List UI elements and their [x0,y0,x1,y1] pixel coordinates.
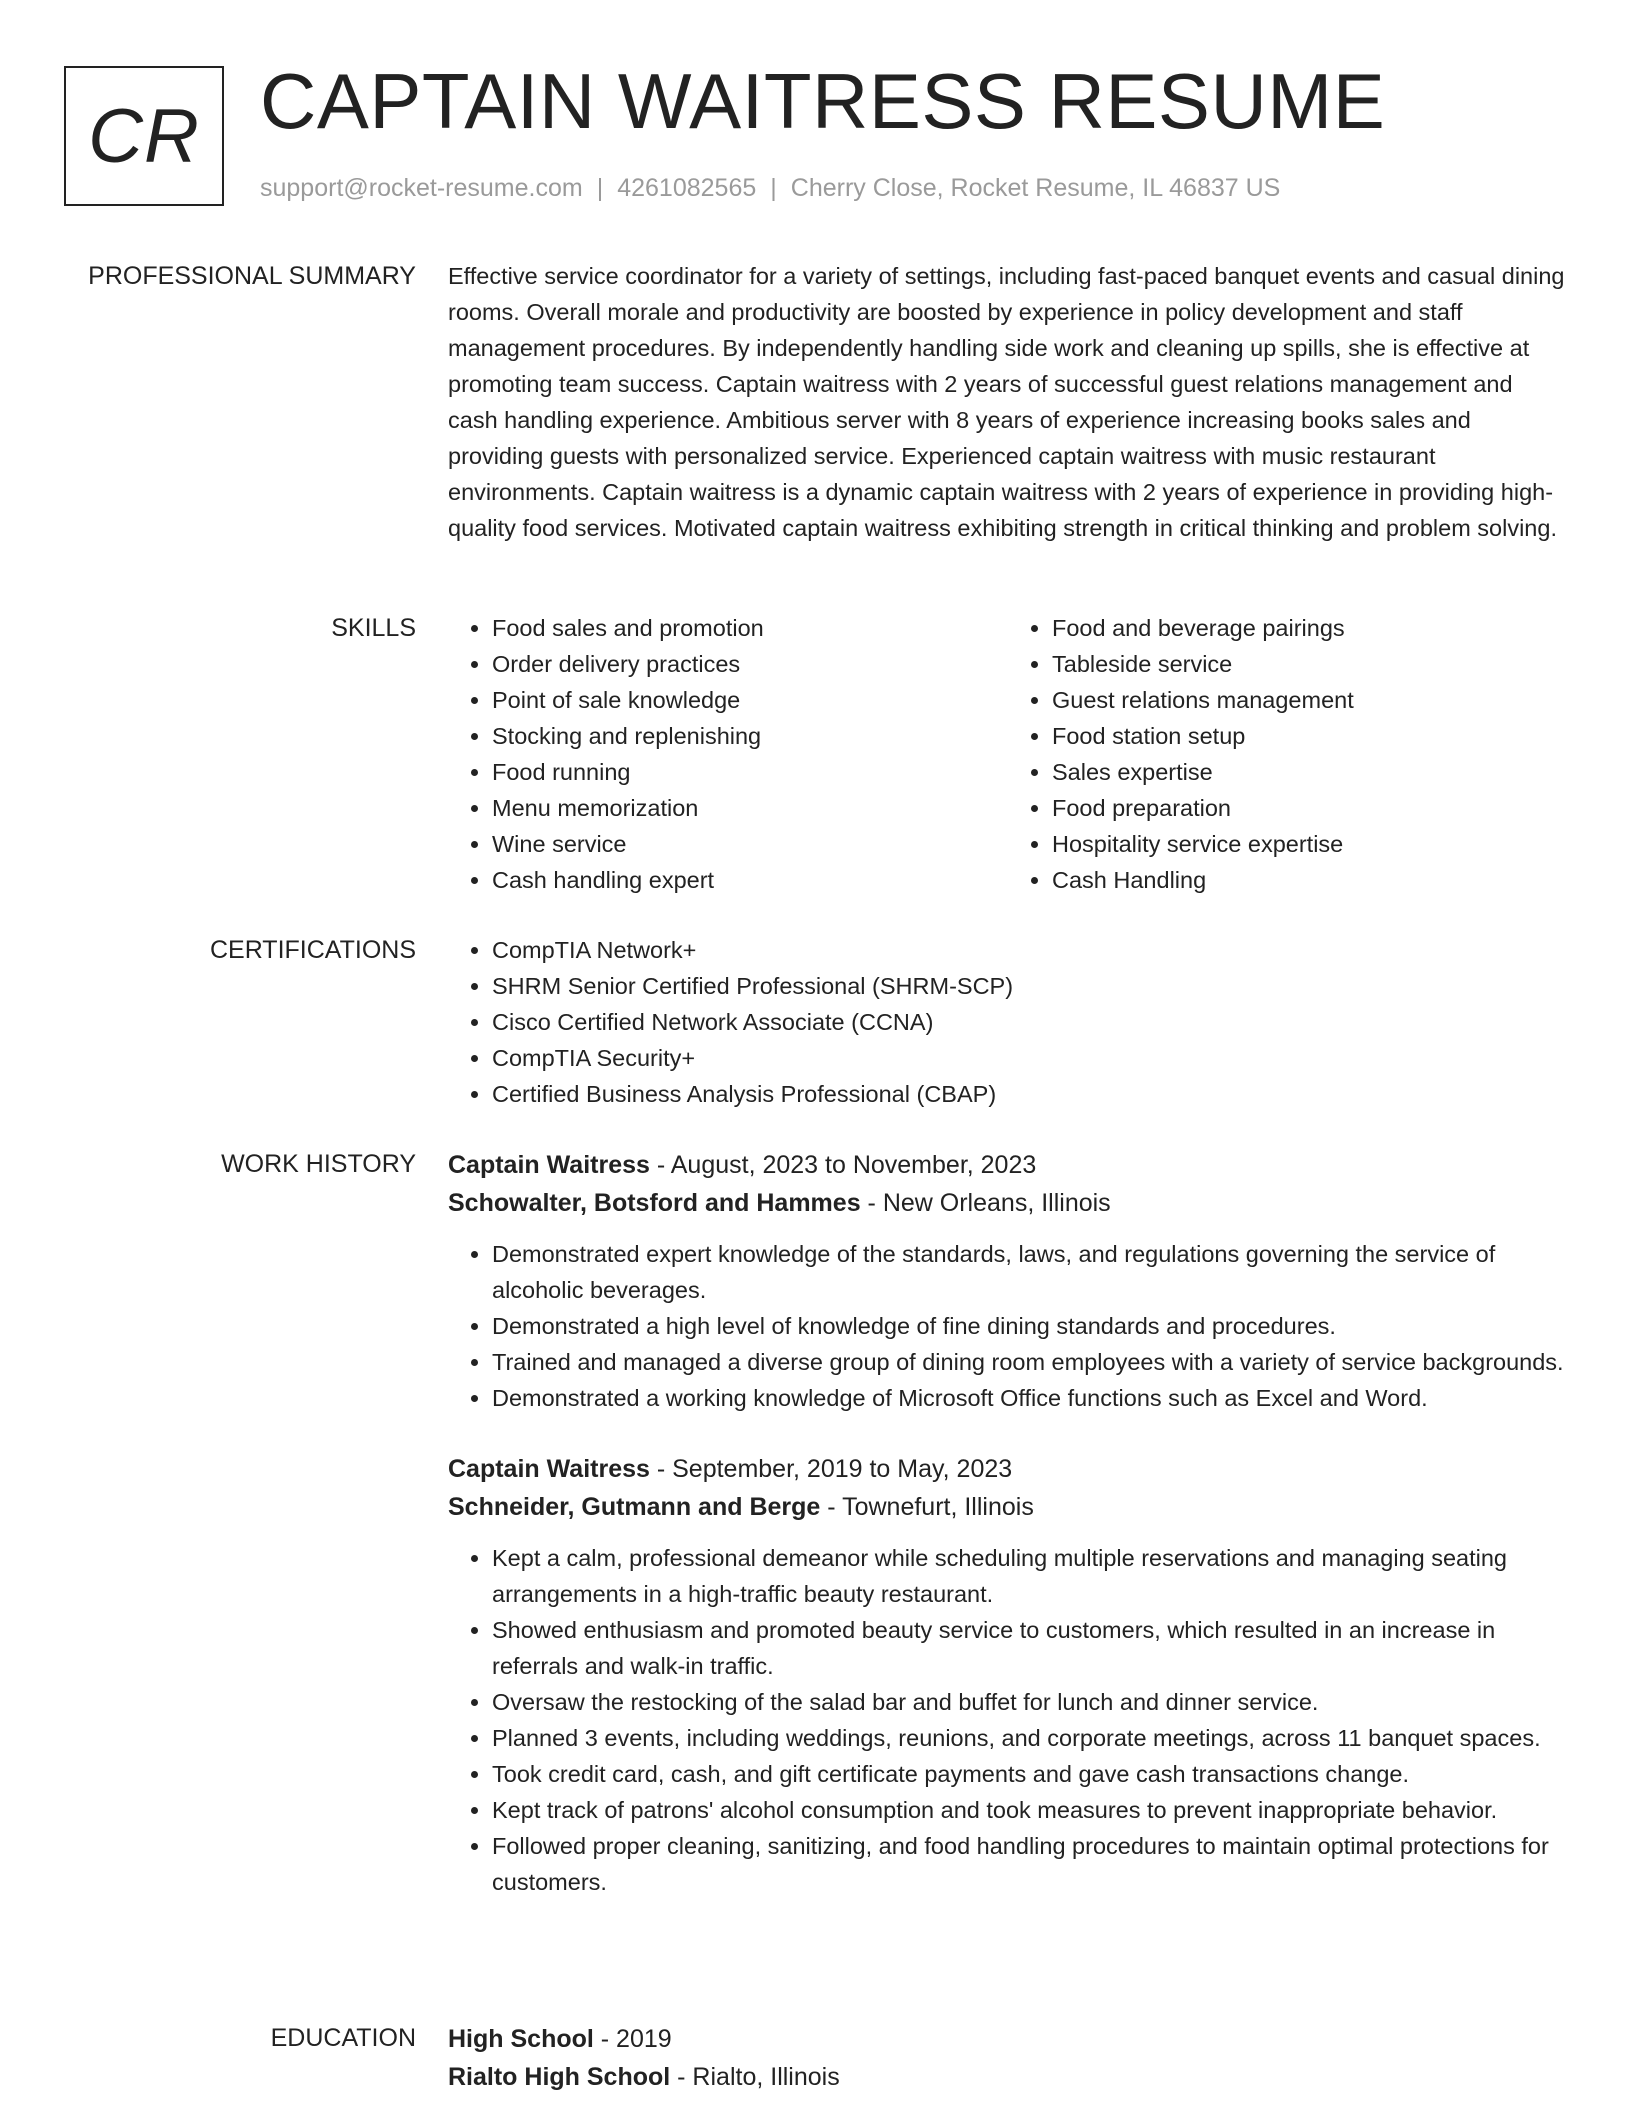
skills-label: SKILLS [331,614,416,642]
contact-address: Cherry Close, Rocket Resume, IL 46837 US [790,174,1281,202]
list-item: • Cash handling expert [492,862,1008,898]
education-location: - Rialto, Illinois [670,2063,840,2091]
monogram-box: CR [64,66,224,206]
list-item: • Cisco Certified Network Associate (CCNA) [492,1004,1568,1040]
work-history-label: WORK HISTORY [221,1150,416,1178]
job-bullet: • Showed enthusiasm and promoted beauty service to customers, which resulted in an increase in referrals and walk-in traffic. [492,1612,1568,1684]
certifications-label: CERTIFICATIONS [209,936,416,964]
contact-separator: | [770,174,777,202]
job-bullets [448,1236,1568,1416]
list-item: • Wine service [492,826,1008,862]
certifications-content [448,932,1568,1112]
education-degree: High School [448,2025,594,2053]
job-bullet: • Demonstrated a working knowledge of Microsoft Office functions such as Excel and Word. [492,1380,1568,1416]
job-company-line [448,1488,1568,1526]
list-item: • Order delivery practices [492,646,1008,682]
list-item: • Hospitality service expertise [1052,826,1568,862]
list-item: • Food and beverage pairings [1052,610,1568,646]
job-bullet: • Kept a calm, professional demeanor while scheduling multiple reservations and managing seating arrangements in a high-traffic beauty restaurant. [492,1540,1568,1612]
job-dates: - September, 2019 to May, 2023 [649,1455,1013,1483]
education-school: Rialto High School [448,2063,671,2091]
summary-text: Effective service coordinator for a variety of settings, including fast-paced banquet events and casual dining rooms. Overall morale and productivity are boosted by experience in policy development and staff management procedures. By independently handling side work and cleaning up spills, she is effective at promoting team success. Captain waitress with 2 years of successful guest relations management and cash handling experience. Ambitious server with 8 years of experience increasing books sales and providing guests with personalized service. Experienced captain waitress with music restaurant environments. Captain waitress is a dynamic captain waitress with 2 years of experience in providing high-quality food services. Motivated captain waitress exhibiting strength in critical thinking and problem solving. [448,263,1565,541]
education-school-line [448,2058,1568,2096]
job-bullet: • Trained and managed a diverse group of dining room employees with a variety of service backgrounds. [492,1344,1568,1380]
job-title: Captain Waitress [448,1151,650,1179]
summary-label: PROFESSIONAL SUMMARY [88,262,416,290]
resume-title: CAPTAIN WAITRESS RESUME [260,57,1386,145]
list-item: • Food station setup [1052,718,1568,754]
job-location: - New Orleans, Illinois [860,1189,1111,1217]
contact-email[interactable]: support@rocket-resume.com [260,174,583,202]
education-year: - 2019 [593,2025,672,2053]
list-item: • Tableside service [1052,646,1568,682]
job-entry [448,1146,1568,1416]
education-content [448,2020,1568,2096]
job-bullet: • Kept track of patrons' alcohol consumption and took measures to prevent inappropriate behavior. [492,1792,1568,1828]
education-label: EDUCATION [270,2024,416,2052]
job-company-line [448,1184,1568,1222]
contact-phone[interactable]: 4261082565 [617,174,757,202]
list-item: • Food running [492,754,1008,790]
job-bullet: • Oversaw the restocking of the salad bar and buffet for lunch and dinner service. [492,1684,1568,1720]
list-item: • CompTIA Security+ [492,1040,1568,1076]
skills-list-right [1008,610,1568,898]
list-item: • Stocking and replenishing [492,718,1008,754]
job-title-line [448,1146,1568,1184]
list-item: • Certified Business Analysis Professional (CBAP) [492,1076,1568,1112]
skills-content [448,610,1568,898]
list-item: • Guest relations management [1052,682,1568,718]
list-item: • Food preparation [1052,790,1568,826]
job-bullet: • Followed proper cleaning, sanitizing, and food handling procedures to maintain optimal protections for customers. [492,1828,1568,1900]
job-bullet: • Demonstrated expert knowledge of the standards, laws, and regulations governing the service of alcoholic beverages. [492,1236,1568,1308]
contact-separator: | [596,174,604,202]
job-bullet: • Took credit card, cash, and gift certificate payments and gave cash transactions change. [492,1756,1568,1792]
contact-line [260,174,1280,203]
job-dates: - August, 2023 to November, 2023 [649,1151,1037,1179]
list-item: • SHRM Senior Certified Professional (SHRM-SCP) [492,968,1568,1004]
job-bullet: • Planned 3 events, including weddings, reunions, and corporate meetings, across 11 banquet spaces. [492,1720,1568,1756]
certifications-list [448,932,1568,1112]
job-location: - Townefurt, Illinois [820,1493,1034,1521]
job-company: Schneider, Gutmann and Berge [448,1493,821,1521]
job-company: Schowalter, Botsford and Hammes [448,1189,861,1217]
list-item: • Menu memorization [492,790,1008,826]
list-item: • Food sales and promotion [492,610,1008,646]
job-bullet: • Demonstrated a high level of knowledge of fine dining standards and procedures. [492,1308,1568,1344]
list-item: • Cash Handling [1052,862,1568,898]
list-item: • Point of sale knowledge [492,682,1008,718]
summary-content [448,258,1568,546]
list-item: • CompTIA Network+ [492,932,1568,968]
job-title-line [448,1450,1568,1488]
job-entry [448,1450,1568,1900]
skills-list-left [448,610,1008,898]
list-item: • Sales expertise [1052,754,1568,790]
job-title: Captain Waitress [448,1455,650,1483]
job-bullets [448,1540,1568,1900]
work-history-content [448,1146,1568,1900]
education-degree-line [448,2020,1568,2058]
